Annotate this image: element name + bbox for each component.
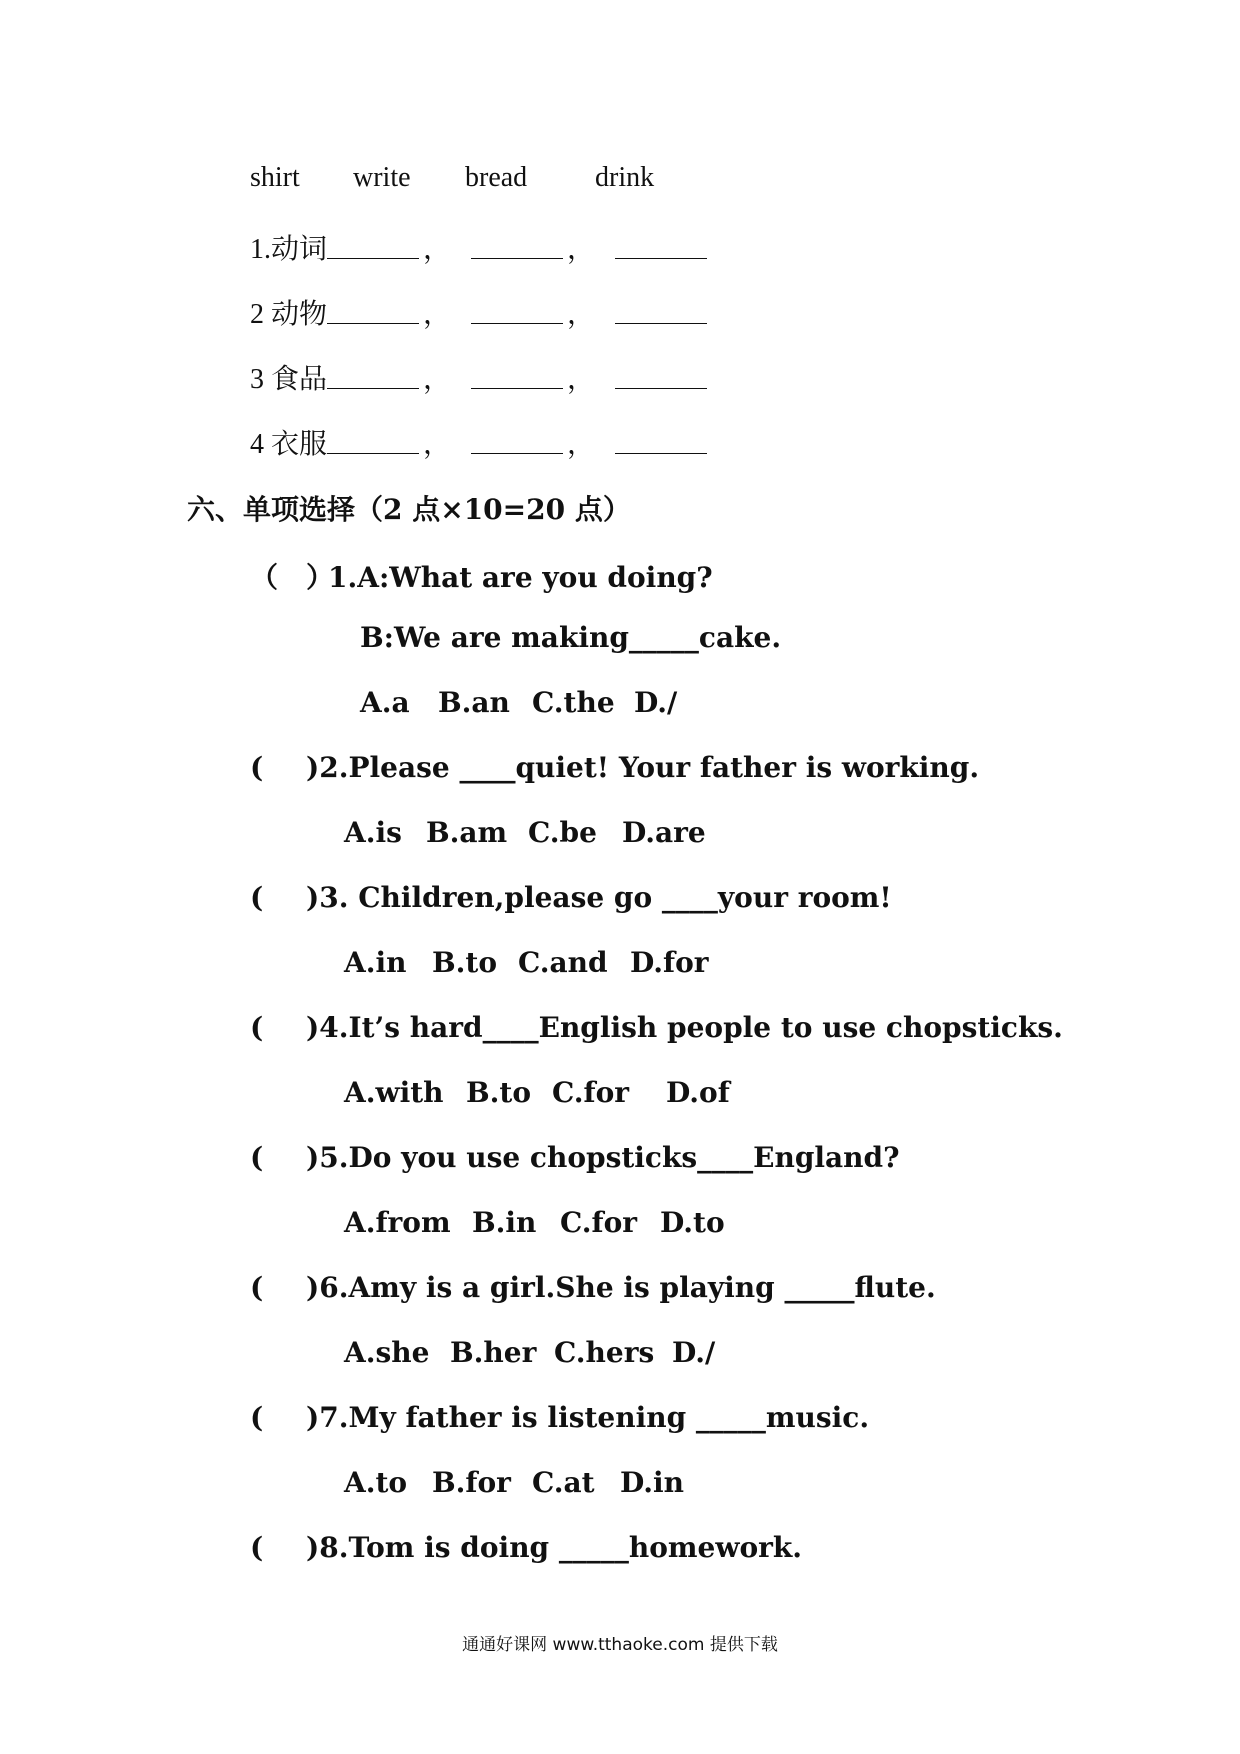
option-c[interactable]: C.for <box>552 1076 630 1109</box>
blank-line[interactable] <box>615 388 707 389</box>
blank-line[interactable] <box>327 388 419 389</box>
answer-paren[interactable]: ( <box>250 751 264 784</box>
question-3-options <box>344 946 709 979</box>
question-8 <box>250 1531 802 1564</box>
blank-line[interactable] <box>615 258 707 259</box>
answer-paren[interactable]: ( <box>250 1271 264 1304</box>
category-label: 4 衣服 <box>250 429 328 460</box>
question-text: )2.Please ____quiet! Your father is working. <box>306 751 980 784</box>
option-a[interactable]: A.a <box>360 686 410 719</box>
question-1-options <box>360 686 677 719</box>
blank-line[interactable] <box>471 258 563 259</box>
category-label: 3 食品 <box>250 364 328 395</box>
option-b[interactable]: B.to <box>466 1076 532 1109</box>
question-4-options <box>344 1076 730 1109</box>
option-a[interactable]: A.in <box>344 946 407 979</box>
option-c[interactable]: C.for <box>560 1206 638 1239</box>
section-title: 六、单项选择（2 点×10=20 点） <box>187 493 631 526</box>
category-food: 3 食品 ， ， <box>250 357 711 397</box>
option-b[interactable]: B.her <box>450 1336 537 1369</box>
word-drink: drink <box>595 162 655 193</box>
category-clothes: 4 衣服 ， ， <box>250 422 711 462</box>
question-6-options <box>344 1336 715 1369</box>
question-5-options <box>344 1206 725 1239</box>
option-a[interactable]: A.from <box>344 1206 451 1239</box>
option-d[interactable]: D.of <box>666 1076 730 1109</box>
answer-paren[interactable]: ( <box>250 1011 264 1044</box>
question-6 <box>250 1271 936 1304</box>
option-b[interactable]: B.an <box>438 686 510 719</box>
answer-paren[interactable]: ( <box>250 1531 264 1564</box>
question-text: )6.Amy is a girl.She is playing _____flute. <box>306 1271 936 1304</box>
category-label: 1.动词 <box>250 234 328 265</box>
category-label: 2 动物 <box>250 299 328 330</box>
footer-credit: 通通好课网 www.tthaoke.com 提供下载 <box>462 1635 778 1655</box>
question-2-options <box>344 816 706 849</box>
blank-line[interactable] <box>327 323 419 324</box>
question-5 <box>250 1141 900 1174</box>
option-b[interactable]: B.for <box>432 1466 511 1499</box>
question-text: 1.A:What are you doing? <box>328 561 713 594</box>
question-text: )8.Tom is doing _____homework. <box>306 1531 803 1564</box>
blank-line[interactable] <box>615 453 707 454</box>
option-d[interactable]: D.for <box>630 946 709 979</box>
category-verbs: 1.动词 ， ， <box>250 227 711 267</box>
question-3 <box>250 881 892 914</box>
blank-line[interactable] <box>615 323 707 324</box>
option-b[interactable]: B.to <box>432 946 498 979</box>
answer-paren[interactable]: （ ） <box>250 561 335 594</box>
option-d[interactable]: D.are <box>622 816 706 849</box>
option-d[interactable]: D./ <box>672 1336 716 1369</box>
option-c[interactable]: C.hers <box>554 1336 655 1369</box>
question-4 <box>250 1011 1063 1044</box>
option-a[interactable]: A.she <box>344 1336 430 1369</box>
question-2 <box>250 751 979 784</box>
word-shirt: shirt <box>250 162 300 193</box>
category-animals: 2 动物 ， ， <box>250 292 711 332</box>
option-b[interactable]: B.in <box>472 1206 537 1239</box>
blank-line[interactable] <box>327 258 419 259</box>
word-bread: bread <box>465 162 528 193</box>
word-write: write <box>353 162 411 193</box>
option-a[interactable]: A.is <box>344 816 402 849</box>
option-c[interactable]: C.and <box>518 946 608 979</box>
option-d[interactable]: D.to <box>660 1206 725 1239</box>
option-a[interactable]: A.with <box>344 1076 444 1109</box>
option-a[interactable]: A.to <box>344 1466 408 1499</box>
question-text: )4.It’s hard____English people to use chopsticks. <box>306 1011 1063 1044</box>
question-text: )7.My father is listening _____music. <box>306 1401 870 1434</box>
option-b[interactable]: B.am <box>426 816 508 849</box>
question-1-line2: B:We are making_____cake. <box>360 621 782 654</box>
option-d[interactable]: D.in <box>620 1466 685 1499</box>
option-c[interactable]: C.the <box>532 686 615 719</box>
question-7 <box>250 1401 869 1434</box>
option-c[interactable]: C.at <box>532 1466 595 1499</box>
blank-line[interactable] <box>471 453 563 454</box>
option-d[interactable]: D./ <box>634 686 678 719</box>
blank-line[interactable] <box>327 453 419 454</box>
blank-line[interactable] <box>471 323 563 324</box>
question-7-options <box>344 1466 684 1499</box>
answer-paren[interactable]: ( <box>250 1401 264 1434</box>
question-text: )3. Children,please go ____your room! <box>306 881 892 914</box>
option-c[interactable]: C.be <box>528 816 597 849</box>
question-1 <box>250 556 713 596</box>
answer-paren[interactable]: ( <box>250 1141 264 1174</box>
answer-paren[interactable]: ( <box>250 881 264 914</box>
blank-line[interactable] <box>471 388 563 389</box>
question-text: )5.Do you use chopsticks____England? <box>306 1141 900 1174</box>
